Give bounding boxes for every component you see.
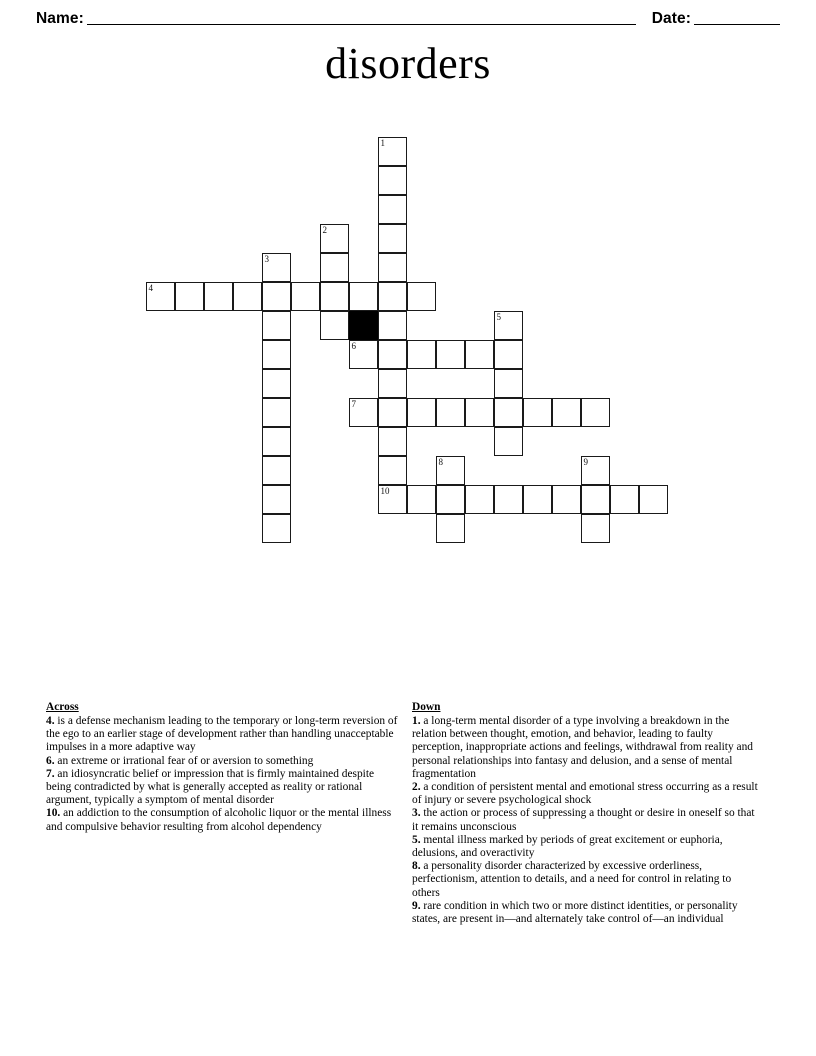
- clue-text: a long-term mental disorder of a type involving a breakdown in the relation between thought, emotion, and behavior, leading to faulty perception, inappropriate actions and feelings, withdrawal from reality and personal relationships into fantasy and delusion, and a sense of mental fragmentation: [412, 715, 753, 780]
- clue-text: an idiosyncratic belief or impression that is firmly maintained despite being contradicted by what is generally accepted as reality or rational argument, typically a symptom of mental disorder: [46, 767, 375, 807]
- grid-cell[interactable]: [291, 282, 320, 311]
- grid-cell[interactable]: [320, 253, 349, 282]
- grid-cell[interactable]: [262, 340, 291, 369]
- cell-number: 2: [322, 224, 327, 235]
- grid-cell[interactable]: [378, 340, 407, 369]
- grid-cell[interactable]: [378, 456, 407, 485]
- clue-number: 9.: [412, 899, 421, 912]
- grid-cell[interactable]: [378, 166, 407, 195]
- grid-cell[interactable]: [378, 282, 407, 311]
- cell-number: 8: [438, 456, 443, 467]
- clue-number: 1.: [412, 715, 421, 727]
- grid-cell[interactable]: [262, 253, 291, 282]
- grid-cell[interactable]: [378, 398, 407, 427]
- grid-cell[interactable]: [639, 485, 668, 514]
- grid-cell[interactable]: [436, 456, 465, 485]
- grid-cell[interactable]: [262, 369, 291, 398]
- clue-number: 6.: [46, 754, 55, 767]
- grid-cell[interactable]: [378, 195, 407, 224]
- grid-cell[interactable]: [378, 369, 407, 398]
- grid-cell[interactable]: [436, 514, 465, 543]
- grid-cell[interactable]: [204, 282, 233, 311]
- grid-cell[interactable]: [494, 311, 523, 340]
- name-label: Name:: [36, 10, 84, 27]
- clue-text: is a defense mechanism leading to the temporary or long-term reversion of the ego to an earlier stage of development rather than handling unacceptable impulses in a more adaptive way: [46, 715, 398, 754]
- grid-cell[interactable]: [494, 369, 523, 398]
- grid-cell[interactable]: [349, 398, 378, 427]
- grid-cell[interactable]: [378, 137, 407, 166]
- clue-item: [46, 807, 398, 833]
- grid-cell[interactable]: [465, 398, 494, 427]
- cell-number: 6: [351, 340, 356, 351]
- clue-item: [412, 807, 758, 833]
- grid-cell[interactable]: [146, 282, 175, 311]
- across-clue-list: [46, 715, 398, 834]
- cell-number: 5: [496, 311, 501, 322]
- clue-text: rare condition in which two or more distinct identities, or personality states, are present in—and alternately take control of—an individual: [412, 899, 738, 926]
- grid-cell[interactable]: [465, 340, 494, 369]
- grid-cell[interactable]: [436, 340, 465, 369]
- grid-cell[interactable]: [349, 340, 378, 369]
- grid-cell[interactable]: [262, 514, 291, 543]
- cell-number: 1: [380, 137, 385, 148]
- clue-text: an addiction to the consumption of alcoholic liquor or the mental illness and compulsive behavior resulting from alcohol dependency: [46, 807, 392, 833]
- grid-cell[interactable]: [436, 485, 465, 514]
- clue-item: [46, 715, 398, 755]
- grid-cell[interactable]: [494, 427, 523, 456]
- grid-cell[interactable]: [523, 485, 552, 514]
- grid-cell[interactable]: [407, 485, 436, 514]
- clue-number: 4.: [46, 715, 55, 727]
- grid-cell[interactable]: [465, 485, 494, 514]
- grid-cell[interactable]: [436, 398, 465, 427]
- clue-number: 2.: [412, 781, 421, 794]
- grid-cell[interactable]: [378, 224, 407, 253]
- down-clues-column: [412, 700, 758, 926]
- grid-cell[interactable]: [581, 485, 610, 514]
- clue-number: 5.: [412, 833, 421, 846]
- clue-text: mental illness marked by periods of great excitement or euphoria, delusions, and overactivity: [412, 833, 723, 860]
- cell-number: 7: [351, 398, 356, 409]
- grid-cell[interactable]: [349, 282, 378, 311]
- grid-cell[interactable]: [378, 253, 407, 282]
- grid-cell[interactable]: [610, 485, 639, 514]
- grid-cell[interactable]: [262, 456, 291, 485]
- clue-number: 8.: [412, 860, 421, 873]
- grid-cell[interactable]: [523, 398, 552, 427]
- cell-number: 9: [583, 456, 588, 467]
- grid-cell[interactable]: [552, 398, 581, 427]
- cell-number: 4: [148, 282, 153, 293]
- across-heading: Across: [46, 701, 79, 713]
- clue-item: [46, 755, 398, 768]
- grid-cell[interactable]: [581, 398, 610, 427]
- clue-text: an extreme or irrational fear of or aversion to something: [54, 754, 314, 767]
- grid-cell[interactable]: [407, 282, 436, 311]
- cell-number: 10: [380, 485, 390, 496]
- grid-cell[interactable]: [320, 282, 349, 311]
- clue-item: [412, 860, 758, 900]
- grid-cell[interactable]: [581, 514, 610, 543]
- grid-cell[interactable]: [378, 427, 407, 456]
- clue-number: 10.: [46, 807, 61, 820]
- clues-section: [0, 700, 816, 1000]
- clue-item: [46, 768, 398, 808]
- grid-cell[interactable]: [494, 340, 523, 369]
- clue-item: [412, 781, 758, 807]
- grid-cell[interactable]: [378, 311, 407, 340]
- down-heading: Down: [412, 701, 441, 713]
- clue-item: [412, 715, 758, 781]
- grid-cell[interactable]: [494, 485, 523, 514]
- grid-cell[interactable]: [320, 311, 349, 340]
- down-clue-list: [412, 715, 758, 926]
- cell-number: 3: [264, 253, 269, 264]
- across-clues-column: [46, 700, 398, 834]
- clue-text: a condition of persistent mental and emotional stress occurring as a result of injury or severe psychological shock: [412, 781, 758, 807]
- grid-cell[interactable]: [552, 485, 581, 514]
- grid-cell[interactable]: [407, 340, 436, 369]
- grid-cell[interactable]: [407, 398, 436, 427]
- date-label: Date:: [651, 10, 691, 27]
- page-title: disorders: [325, 39, 491, 88]
- grid-cell[interactable]: [581, 456, 610, 485]
- grid-cell[interactable]: [262, 427, 291, 456]
- clue-item: [412, 834, 758, 860]
- grid-cell[interactable]: [175, 282, 204, 311]
- grid-cell[interactable]: [233, 282, 262, 311]
- clue-item: [412, 900, 758, 926]
- clue-text: the action or process of suppressing a thought or desire in oneself so that it remains unconscious: [412, 807, 755, 833]
- grid-cell[interactable]: [320, 224, 349, 253]
- grid-cell[interactable]: [262, 485, 291, 514]
- grid-cell[interactable]: [262, 398, 291, 427]
- clue-number: 3.: [412, 807, 421, 820]
- grid-block-cell: [349, 311, 378, 340]
- clue-text: a personality disorder characterized by excessive orderliness, perfectionism, attention to details, and a need for control in relating to others: [412, 860, 732, 899]
- grid-cell[interactable]: [378, 485, 407, 514]
- grid-cell[interactable]: [262, 282, 291, 311]
- grid-cell[interactable]: [494, 398, 523, 427]
- clue-number: 7.: [46, 767, 55, 780]
- grid-cell[interactable]: [262, 311, 291, 340]
